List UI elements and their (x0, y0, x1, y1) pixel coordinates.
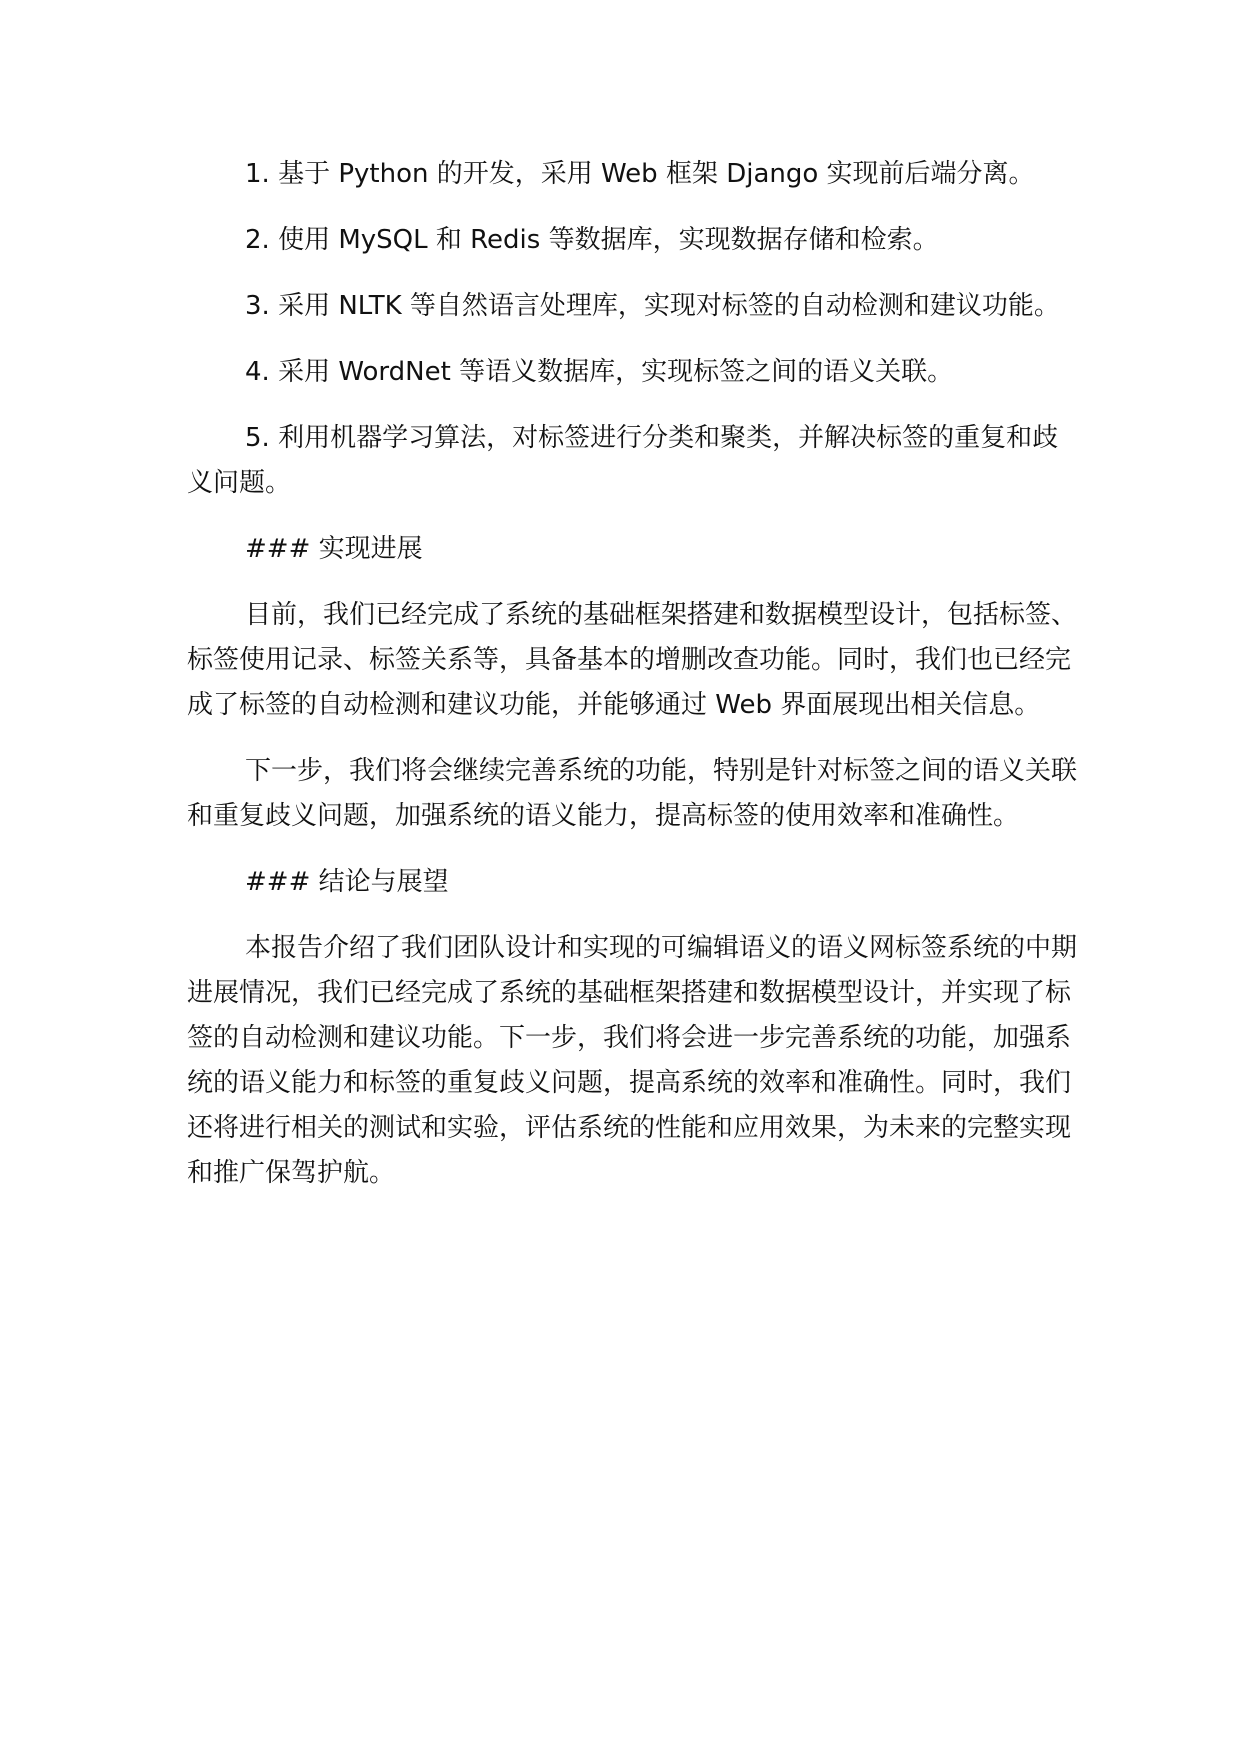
list-item-4: 4. 采用 WordNet 等语义数据库，实现标签之间的语义关联。 (245, 357, 954, 387)
list-item-2: 2. 使用 MySQL 和 Redis 等数据库，实现数据存储和检索。 (245, 225, 939, 255)
list-item-5: 5. 利用机器学习算法，对标签进行分类和聚类，并解决标签的重复和歧义问题。 (187, 423, 1059, 498)
section-heading-progress: ### 实现进展 (245, 534, 423, 564)
paragraph-conclusion: 本报告介绍了我们团队设计和实现的可编辑语义的语义网标签系统的中期进展情况，我们已经完成了系统的基础框架搭建和数据模型设计，并实现了标签的自动检测和建议功能。下一步，我们将会进一步完善系统的功能，加强系统的语义能力和标签的重复歧义问题，提高系统的效率和准确性。同时，我们还将进行相关的测试和实验，评估系统的性能和应用效果，为未来的完整实现和推广保驾护航。 (187, 933, 1078, 1188)
paragraph-next-step: 下一步，我们将会继续完善系统的功能，特别是针对标签之间的语义关联和重复歧义问题，加强系统的语义能力，提高标签的使用效率和准确性。 (187, 756, 1078, 831)
list-item-3: 3. 采用 NLTK 等自然语言处理库，实现对标签的自动检测和建议功能。 (245, 291, 1060, 321)
section-heading-conclusion: ### 结论与展望 (245, 867, 449, 897)
list-item-1: 1. 基于 Python 的开发，采用 Web 框架 Django 实现前后端分离。 (245, 159, 1035, 189)
paragraph-progress: 目前，我们已经完成了系统的基础框架搭建和数据模型设计，包括标签、标签使用记录、标签关系等，具备基本的增删改查功能。同时，我们也已经完成了标签的自动检测和建议功能，并能够通过 Web 界面展现出相关信息。 (187, 600, 1078, 720)
document-body (187, 152, 1082, 1217)
